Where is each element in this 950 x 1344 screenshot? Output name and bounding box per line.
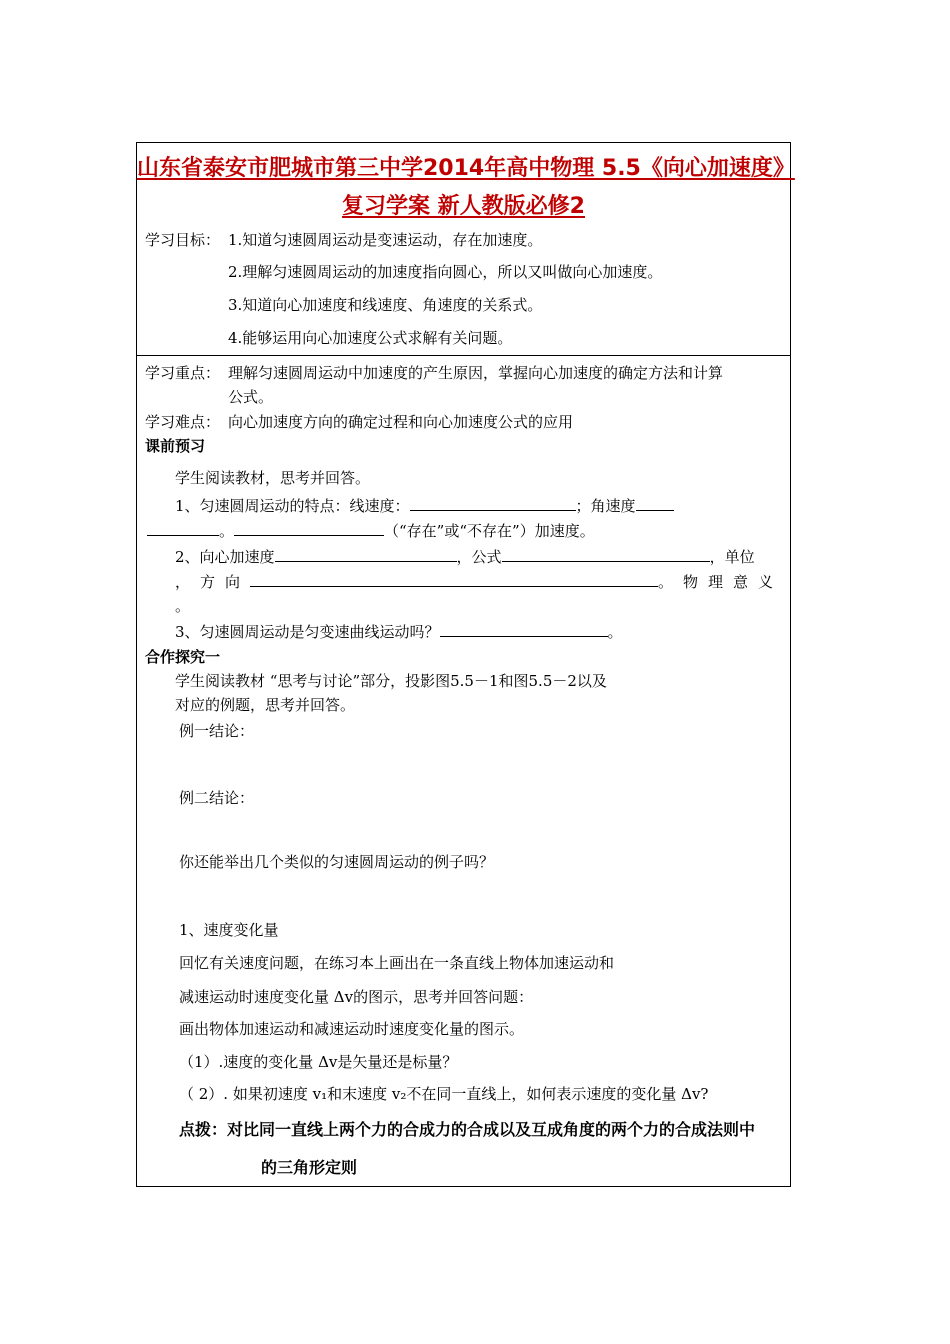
q2-formula-label: ，公式 (456, 548, 502, 566)
draw-instruction: 画出物体加速运动和减速运动时速度变化量的图示。 (179, 1020, 525, 1038)
formula-blank[interactable] (502, 546, 710, 562)
recall-text-1: 回忆有关速度问题，在练习本上画出在一条直线上物体加速运动和 (179, 954, 615, 972)
q3-period: 。 (607, 623, 623, 641)
worksheet-table (136, 142, 795, 1187)
title-line-1: 山东省泰安市肥城市第三中学2014年高中物理 5.5《向心加速度》 (137, 156, 795, 181)
linear-speed-blank[interactable] (410, 495, 576, 511)
q1-angular-label: ；角速度 (575, 497, 636, 515)
q3-answer-blank[interactable] (440, 621, 608, 637)
q2-meaning-label: 。物理意义 (658, 573, 784, 591)
direction-blank[interactable] (250, 571, 658, 587)
objective-item-2: 2.理解匀速圆周运动的加速度指向圆心，所以又叫做向心加速度。 (228, 263, 663, 281)
acceleration-exist-blank[interactable] (234, 520, 384, 536)
centripetal-accel-blank[interactable] (275, 546, 457, 562)
preview-q1-line1 (175, 495, 674, 516)
q1-exist-text: （“存在”或“不存在”）加速度。 (384, 522, 595, 540)
question-vector: （1）.速度的变化量 Δv是矢量还是标量？ (179, 1053, 458, 1071)
explore-intro-2: 对应的例题，思考并回答。 (175, 696, 356, 714)
objective-item-4: 4.能够运用向心加速度公式求解有关问题。 (228, 329, 513, 347)
explore-intro-1: 学生阅读教材 “思考与讨论”部分，投影图5.5－1和图5.5－2以及 (175, 672, 607, 690)
preview-q2-line2 (175, 571, 783, 592)
focus-label: 学习重点： (145, 364, 221, 382)
q1-period: 。 (219, 522, 235, 540)
preview-intro: 学生阅读教材，思考并回答。 (175, 469, 371, 487)
angular-speed-blank[interactable] (636, 495, 674, 511)
question-delta-v: （ 2）. 如果初速度 v₁和末速度 v₂不在同一直线上，如何表示速度的变化量 Δv? (179, 1085, 709, 1103)
velocity-change-heading: 1、速度变化量 (179, 921, 279, 939)
objective-item-3: 3.知道向心加速度和线速度、角速度的关系式。 (228, 296, 543, 314)
explore-heading: 合作探究一 (145, 648, 221, 666)
q2-unit-label: ，单位 (709, 548, 755, 566)
q2-end-period: 。 (175, 597, 191, 615)
q2-direction-label: ，方向 (175, 573, 251, 591)
example-2-conclusion: 例二结论： (179, 789, 255, 807)
objectives-label: 学习目标： (145, 231, 221, 249)
preview-q3 (175, 621, 623, 642)
focus-text: 理解匀速圆周运动中加速度的产生原因，掌握向心加速度的确定方法和计算 (228, 364, 724, 382)
objective-item-1: 1.知道匀速圆周运动是变速运动，存在加速度。 (228, 231, 543, 249)
difficulty-text: 向心加速度方向的确定过程和向心加速度公式的应用 (228, 413, 574, 431)
row-divider (137, 355, 790, 356)
example-1-conclusion: 例一结论： (179, 722, 255, 740)
q3-text: 3、匀速圆周运动是匀变速曲线运动吗？ (175, 623, 440, 641)
examples-question: 你还能举出几个类似的匀速圆周运动的例子吗？ (179, 853, 495, 871)
recall-text-2: 减速运动时速度变化量 Δv的图示，思考并回答问题： (179, 988, 534, 1006)
focus-text-cont: 公式。 (228, 388, 274, 406)
angular-speed-blank-cont[interactable] (147, 520, 219, 536)
preview-heading: 课前预习 (145, 437, 206, 455)
q1-text: 1、匀速圆周运动的特点：线速度： (175, 497, 410, 515)
preview-q1-line2 (147, 520, 595, 541)
title-line-2: 复习学案 新人教版必修2 (342, 194, 585, 219)
hint-line-2: 的三角形定则 (261, 1158, 358, 1177)
q2-text: 2、向心加速度 (175, 548, 275, 566)
difficulty-label: 学习难点： (145, 413, 221, 431)
hint-line-1: 点拨：对比同一直线上两个力的合成力的合成以及互成角度的两个力的合成法则中 (179, 1120, 756, 1139)
preview-q2-line1 (175, 546, 755, 567)
